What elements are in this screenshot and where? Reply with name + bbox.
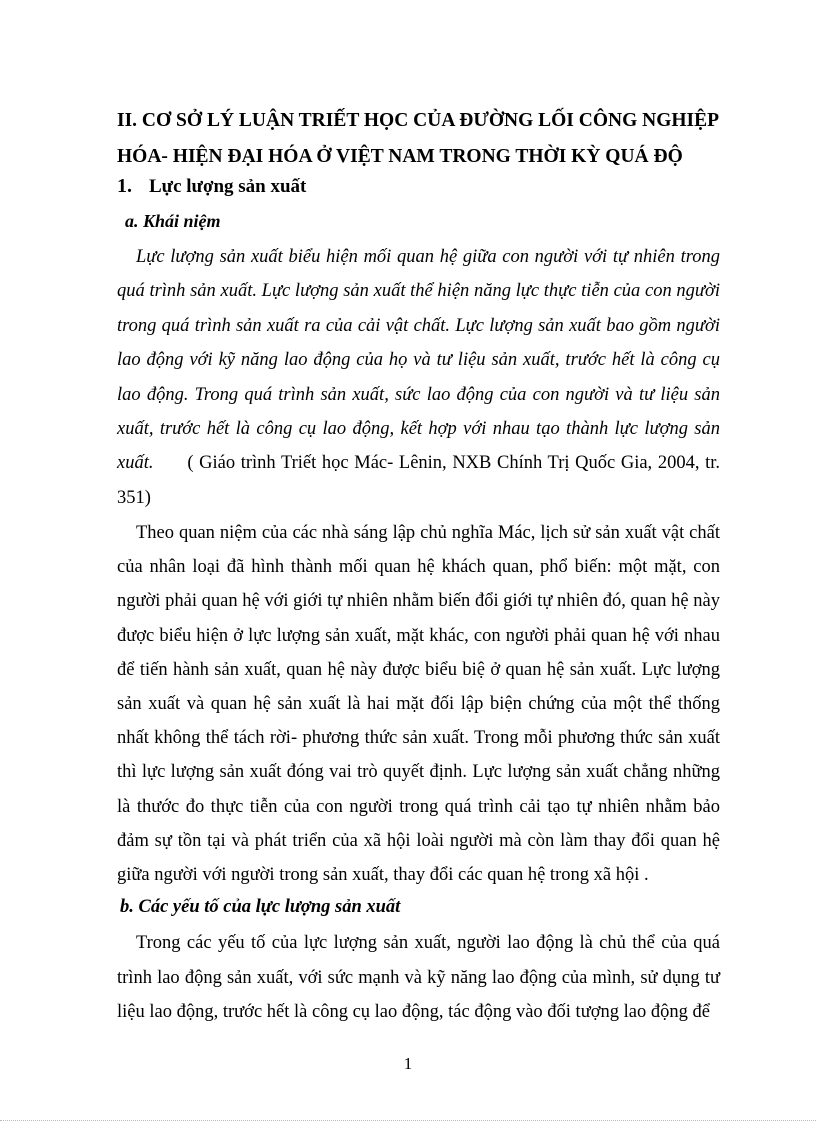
quote-text: Lực lượng sản xuất biểu hiện mối quan hệ giữa con người với tự nhiên trong quá trình sản xuất. Lực lượng sản xuất thể hiện năng lực thực tiễn của con người trong quá trình sản xuất ra của cải vật chất. Lực lượng sản xuất bao gồm người lao động với kỹ năng lao động của họ và tư liệu sản xuất, trước hết là công cụ lao động. Trong quá trình sản xuất, sức lao động của con người và tư liệu sản xuất, trước hết là công cụ lao động, kết hợp với nhau tạo thành lực lượng sản xuất. xyxy=(117,247,720,474)
page-bottom-divider xyxy=(0,1120,816,1121)
paragraph-marx-view: Theo quan niệm của các nhà sáng lập chủ nghĩa Mác, lịch sử sản xuất vật chất của nhân loại đã hình thành mối quan hệ khách quan, phổ biến: một mặt, con người phải quan hệ với giới tự nhiên nhằm biến đổi giới tự nhiên đó, quan hệ này được biểu hiện ở lực lượng sản xuất, mặt khác, con người phải quan hệ với nhau để tiến hành sản xuất, quan hệ này được biểu biệ ở quan hệ sản xuất. Lực lượng sản xuất và quan hệ sản xuất là hai mặt đối lập biện chứng của một thể thống nhất không thể tách rời- phương thức sản xuất. Trong mỗi phương thức sản xuất thì lực lượng sản xuất đóng vai trò quyết định. Lực lượng sản xuất chẳng những là thước đo thực tiễn của con người trong quá trình cải tạo tự nhiên nhằm bảo đảm sự tồn tại và phát triển của xã hội loài người mà còn làm thay đổi quan hệ giữa người với người trong sản xuất, thay đổi các quan hệ trong xã hội . xyxy=(117,523,720,886)
definition-quote xyxy=(117,240,720,515)
section-1-heading xyxy=(117,175,306,198)
page-number: 1 xyxy=(403,1054,413,1073)
section-number: 1. xyxy=(117,175,132,197)
chapter-heading-line-1: II. CƠ SỞ LÝ LUẬN TRIẾT HỌC CỦA ĐƯỜNG LỐI CÔNG NGHIỆP xyxy=(117,110,720,131)
subsection-a-heading: a. Khái niệm xyxy=(125,211,221,231)
section-title: Lực lượng sản xuất xyxy=(149,176,307,197)
chapter-heading-line-2: HÓA- HIỆN ĐẠI HÓA Ở VIỆT NAM TRONG THỜI KỲ QUÁ ĐỘ xyxy=(117,146,683,167)
quote-source: ( Giáo trình Triết học Mác- Lênin, NXB Chính Trị Quốc Gia, 2004, tr. 351) xyxy=(117,453,720,508)
subsection-b-heading: b. Các yếu tố của lực lượng sản xuất xyxy=(120,897,401,917)
paragraph-elements: Trong các yếu tố của lực lượng sản xuất, người lao động là chủ thể của quá trình lao động sản xuất, với sức mạnh và kỹ năng lao động của mình, sử dụng tư liệu lao động, trước hết là công cụ lao động, tác động vào đối tượng lao động để xyxy=(117,933,720,1022)
